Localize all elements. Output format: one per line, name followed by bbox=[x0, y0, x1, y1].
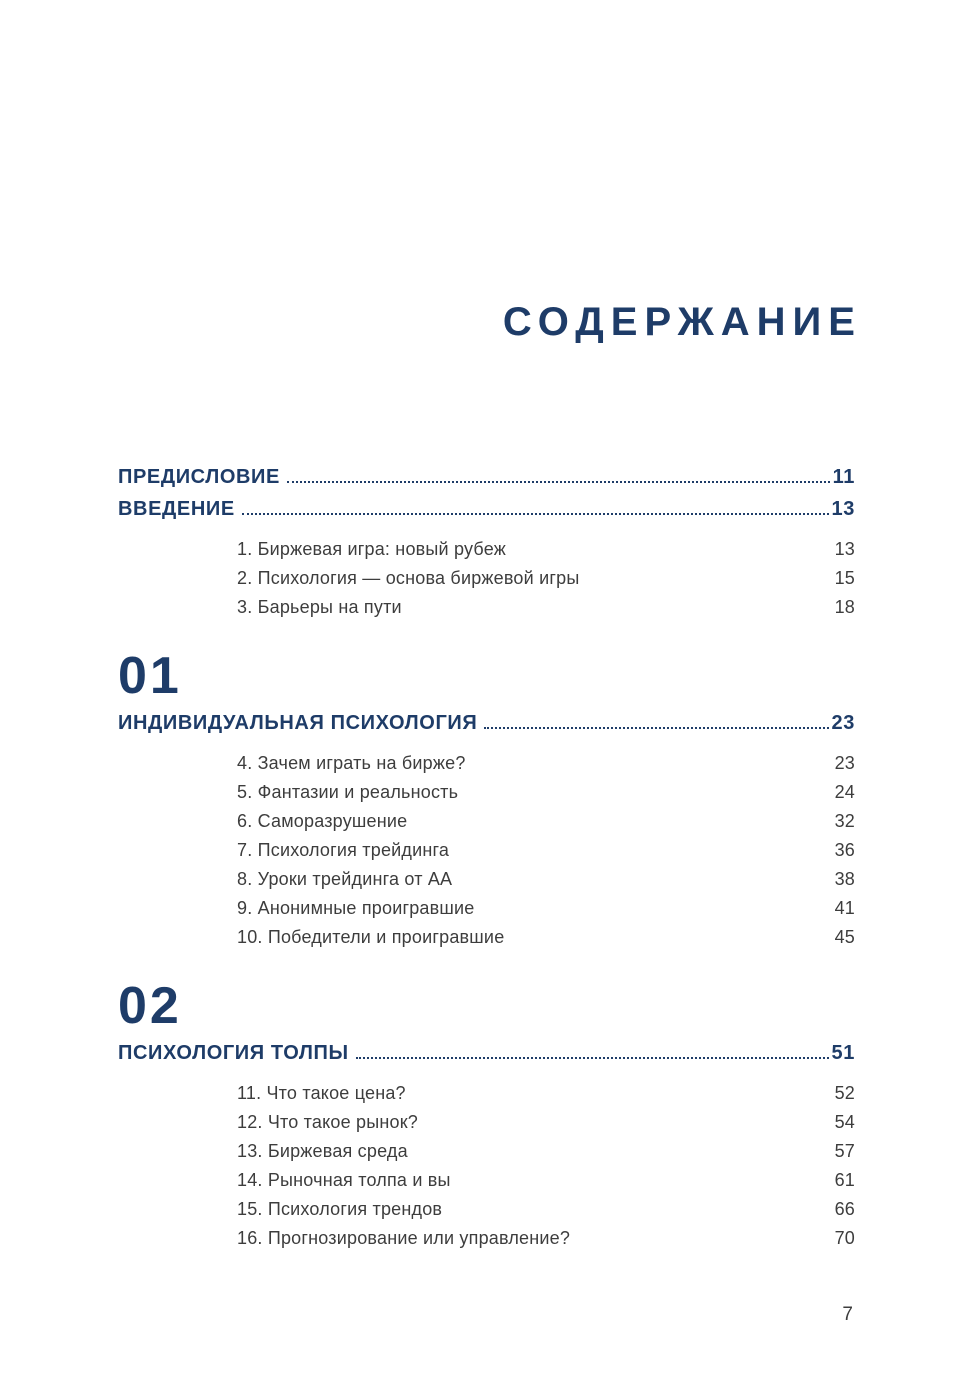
toc-item-list-part2 bbox=[237, 1083, 855, 1257]
toc-item-title: 8. Уроки трейдинга от АА bbox=[237, 869, 453, 889]
toc-item-page: 36 bbox=[834, 840, 855, 860]
toc-item-title: 6. Саморазрушение bbox=[237, 811, 408, 831]
toc-item-list-intro bbox=[237, 539, 855, 626]
toc-item-list-part1 bbox=[237, 753, 855, 956]
toc-item-title: 15. Психология трендов bbox=[237, 1199, 443, 1219]
toc-item bbox=[237, 568, 855, 597]
toc-item-title: 10. Победители и проигравшие bbox=[237, 927, 505, 947]
toc-item bbox=[237, 1083, 855, 1112]
toc-item-title: 13. Биржевая среда bbox=[237, 1141, 408, 1161]
toc-heading-page: 11 bbox=[832, 466, 855, 488]
toc-heading-label: ВВЕДЕНИЕ bbox=[118, 498, 235, 520]
dotted-leader bbox=[484, 727, 828, 729]
page-title: СОДЕРЖАНИЕ bbox=[502, 300, 862, 344]
toc-item-page: 24 bbox=[834, 782, 855, 802]
toc-item bbox=[237, 782, 855, 811]
dotted-leader bbox=[242, 513, 829, 515]
toc-item bbox=[237, 539, 855, 568]
toc-heading-page: 13 bbox=[831, 498, 855, 520]
toc-item-page: 15 bbox=[834, 568, 855, 588]
toc-heading-part1 bbox=[118, 712, 855, 744]
dotted-leader bbox=[287, 481, 830, 483]
toc-item-page: 23 bbox=[834, 753, 855, 773]
toc-item-title: 2. Психология — основа биржевой игры bbox=[237, 568, 580, 588]
toc-item-page: 61 bbox=[834, 1170, 855, 1190]
toc-item bbox=[237, 869, 855, 898]
toc-item-title: 14. Рыночная толпа и вы bbox=[237, 1170, 451, 1190]
toc-heading-label: ПРЕДИСЛОВИЕ bbox=[118, 466, 280, 488]
table-of-contents bbox=[118, 466, 855, 1257]
toc-content bbox=[118, 0, 862, 1267]
toc-item-page: 38 bbox=[834, 869, 855, 889]
toc-heading-intro bbox=[118, 498, 855, 530]
toc-item-page: 54 bbox=[834, 1112, 855, 1132]
toc-item bbox=[237, 1170, 855, 1199]
toc-heading-part2 bbox=[118, 1042, 855, 1074]
toc-heading-label: ИНДИВИДУАЛЬНАЯ ПСИХОЛОГИЯ bbox=[118, 712, 478, 734]
toc-item-title: 5. Фантазии и реальность bbox=[237, 782, 459, 802]
toc-heading-page: 51 bbox=[831, 1042, 855, 1064]
toc-item-title: 9. Анонимные проигравшие bbox=[237, 898, 475, 918]
toc-item-page: 13 bbox=[834, 539, 855, 559]
toc-heading-page: 23 bbox=[831, 712, 855, 734]
toc-item-page: 70 bbox=[834, 1228, 855, 1248]
toc-item-title: 16. Прогнозирование или управление? bbox=[237, 1228, 571, 1248]
toc-item-title: 7. Психология трейдинга bbox=[237, 840, 450, 860]
toc-item bbox=[237, 927, 855, 956]
toc-item bbox=[237, 753, 855, 782]
toc-item bbox=[237, 1199, 855, 1228]
toc-item bbox=[237, 1112, 855, 1141]
toc-item-page: 66 bbox=[834, 1199, 855, 1219]
toc-item-title: 4. Зачем играть на бирже? bbox=[237, 753, 466, 773]
toc-item-page: 52 bbox=[834, 1083, 855, 1103]
toc-item bbox=[237, 597, 855, 626]
toc-item bbox=[237, 1228, 855, 1257]
toc-item-page: 45 bbox=[834, 927, 855, 947]
toc-item-page: 41 bbox=[834, 898, 855, 918]
toc-item-title: 12. Что такое рынок? bbox=[237, 1112, 419, 1132]
toc-item-page: 18 bbox=[834, 597, 855, 617]
dotted-leader bbox=[356, 1057, 829, 1059]
part-number: 01 bbox=[118, 647, 182, 705]
part-number: 02 bbox=[118, 977, 182, 1035]
folio-page-number: 7 bbox=[842, 1304, 853, 1325]
toc-item-page: 57 bbox=[834, 1141, 855, 1161]
toc-item-page: 32 bbox=[834, 811, 855, 831]
toc-item bbox=[237, 898, 855, 927]
toc-heading-label: ПСИХОЛОГИЯ ТОЛПЫ bbox=[118, 1042, 349, 1064]
toc-item-title: 11. Что такое цена? bbox=[237, 1083, 406, 1103]
toc-item bbox=[237, 840, 855, 869]
toc-heading-preface bbox=[118, 466, 855, 498]
toc-item-title: 3. Барьеры на пути bbox=[237, 597, 402, 617]
toc-item bbox=[237, 1141, 855, 1170]
toc-item-title: 1. Биржевая игра: новый рубеж bbox=[237, 539, 506, 559]
toc-item bbox=[237, 811, 855, 840]
